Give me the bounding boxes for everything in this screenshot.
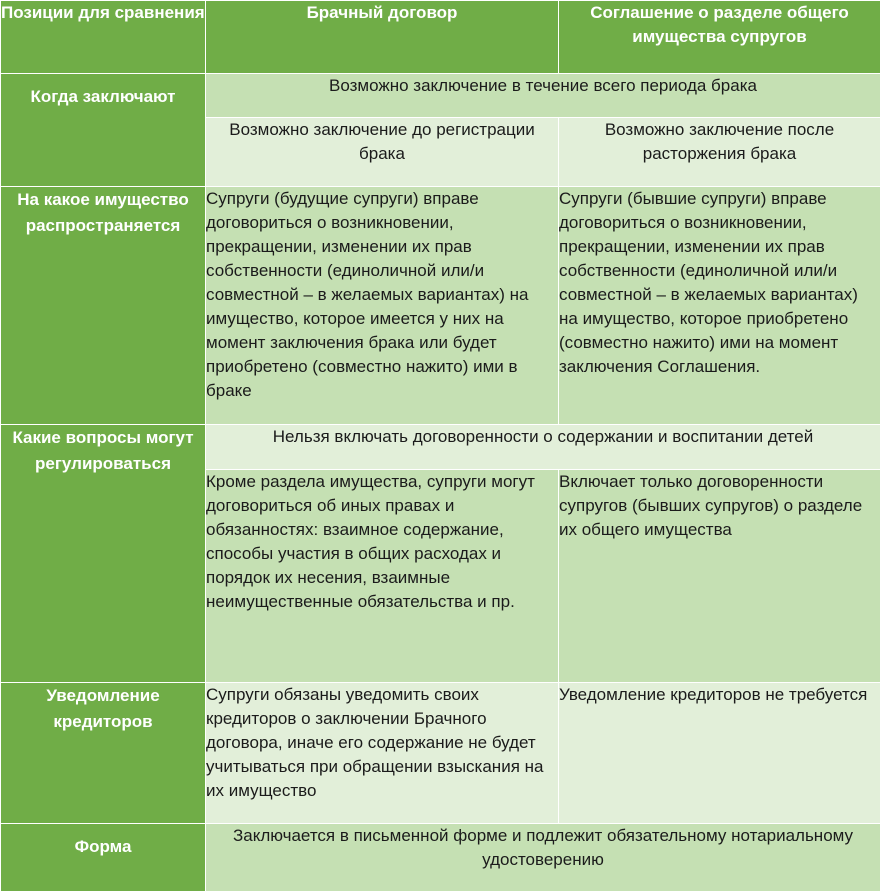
header-row (1, 1, 880, 74)
row-regulated-issues (1, 425, 880, 470)
regulated-issues-shared: Нельзя включать договоренности о содержании и воспитании детей (206, 425, 880, 470)
form-shared: Заключается в письменной форме и подлежит обязательному нотариальному удостоверению (206, 824, 880, 892)
header-property-division-agreement: Соглашение о разделе общего имущества супругов (559, 1, 880, 74)
property-scope-agreement: Супруги (бывшие супруги) вправе договориться о возникновении, прекращении, изменении их прав собственности (единоличной или/и совместной – в желаемых вариантах) на имущество, которое приобретено (совместно нажито) ими на момент заключения Соглашения. (559, 187, 880, 425)
row-property-scope (1, 187, 880, 425)
row-when-concluded (1, 74, 880, 118)
row-creditor-notice (1, 683, 880, 824)
row-label-regulated-issues: Какие вопросы могут регулироваться (1, 425, 206, 683)
creditor-notice-contract: Супруги обязаны уведомить своих кредиторов о заключении Брачного договора, иначе его содержание не будет учитываться при обращении взыскания на их имущество (206, 683, 559, 824)
property-scope-contract: Супруги (будущие супруги) вправе договориться о возникновении, прекращении, изменении их прав собственности (единоличной или/и совместной – в желаемых вариантах) на имущество, которое имеется у них на момент заключения брака или будет приобретено (совместно нажито) ими в браке (206, 187, 559, 425)
when-concluded-shared: Возможно заключение в течение всего периода брака (206, 74, 880, 118)
creditor-notice-agreement: Уведомление кредиторов не требуется (559, 683, 880, 824)
when-concluded-contract: Возможно заключение до регистрации брака (206, 118, 559, 187)
row-label-when-concluded: Когда заключают (1, 74, 206, 187)
when-concluded-agreement: Возможно заключение после расторжения брака (559, 118, 880, 187)
header-positions: Позиции для сравнения (1, 1, 206, 74)
regulated-issues-agreement: Включает только договоренности супругов (бывших супругов) о разделе их общего имущества (559, 470, 880, 683)
row-label-form: Форма (1, 824, 206, 892)
row-label-property-scope: На какое имущество распространяется (1, 187, 206, 425)
regulated-issues-contract: Кроме раздела имущества, супруги могут договориться об иных правах и обязанностях: взаимное содержание, способы участия в общих расходах и порядок их несения, взаимные неимущественные обязательства и пр. (206, 470, 559, 683)
row-form (1, 824, 880, 892)
row-label-creditor-notice: Уведомление кредиторов (1, 683, 206, 824)
header-marriage-contract: Брачный договор (206, 1, 559, 74)
